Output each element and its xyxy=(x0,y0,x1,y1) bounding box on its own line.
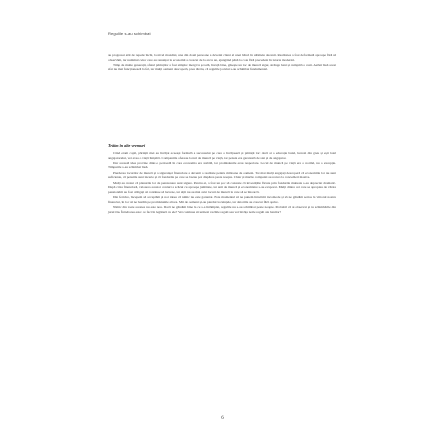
page-number: 6 xyxy=(221,416,224,421)
paragraph: Timp de multe generații, sfatul părinților a fost simplu: mergi la școală, învață bine, găsește un loc de muncă sigur, strânge bani și cumpără o casă. Astăzi însă acest sfat nu mai funcționează la fel, iar mulți oameni descoperă, prea târziu, că regulile jocului s-au schimbat fundamental. xyxy=(108,62,336,72)
paragraph: Mulți au crezut că planurile lor de pensionare sunt sigure. Pentru ei, a fost un șoc să constate că investițiile făcute prin fondurile mutuale s-au depreciat dramatic. După criza financiară, valoarea acestor conturi a scăzut cu aproape jumătate, iar anii de muncă și economisire s-au evaporat. Mulți dintre cei care se apropiau de vârsta pensionării au fost obligați să continue să lucreze, iar alții nu au mai avut locuri de muncă la care să se întoarcă. xyxy=(108,180,336,194)
paragraph: Pierderea locurilor de muncă și a siguranței financiare a devenit o realitate pentru milioane de oameni. Tot mai mulți angajați descoperă că economiile lor nu sunt suficiente, că pensiile sunt incerte și că fondurile pe care se bazau pot dispărea peste noapte. Chiar și marile companii au recurs la concedieri masive. xyxy=(108,170,336,180)
paragraph: Dar această idee provine dintr-o perioadă în care economia era stabilă, iar promisiunile erau respectate. Locul de muncă pe viață era o normă, nu o excepție. Timpurile s-au schimbat însă. xyxy=(108,160,336,170)
paragraph: au progresat atât de repede încât, la nivel mondial, una din două persoane a devenit client al unei bănci în ultimele decenii. Realitatea a fost deformată aproape fără să observăm, iar numărul celor care au renunțat la economii a crescut de la an la an, ajungând până la cote fără precedent în istoria modernă. xyxy=(108,53,336,62)
section-body xyxy=(108,151,336,215)
paragraph: Când eram copil, părinții mei au învățat aceeași formulă a succesului pe care o învățaseră și părinții lor: dacă ai o educație bună, lucrezi din greu și ești loial angajatorului, vei avea o viață liniștită. Companiile ofereau locuri de muncă pe viață, iar pensia era garantată de stat și de angajator. xyxy=(108,151,336,160)
section-title: Trăim în alte vremuri xyxy=(108,143,146,148)
paragraph: Nimic din toate acestea nu este nou. Dacă ne gândim bine la ce s-a întâmplat, regulile nu s-au schimbat peste noapte. Probabil că ai observat și tu schimbările din jurul tău. Întrebarea este: ce faci în legătură cu ele? Vei continua să urmezi vechile reguli sau vei învăța noile reguli ale banilor? xyxy=(108,205,336,214)
intro-text xyxy=(108,53,336,73)
running-header: Regulile s-au schimbat xyxy=(108,31,151,36)
paragraph: Din fericire, începem să acceptăm și noi ideea că nimic nu este garantat. Este momentul să ne punem întrebări incomode și să ne gândim serios la viitorul nostru financiar, în loc să ne bazăm pe promisiunile altora. Mii de oameni și-au pierdut locuințele, iar datoriile au crescut fără oprire. xyxy=(108,195,336,204)
